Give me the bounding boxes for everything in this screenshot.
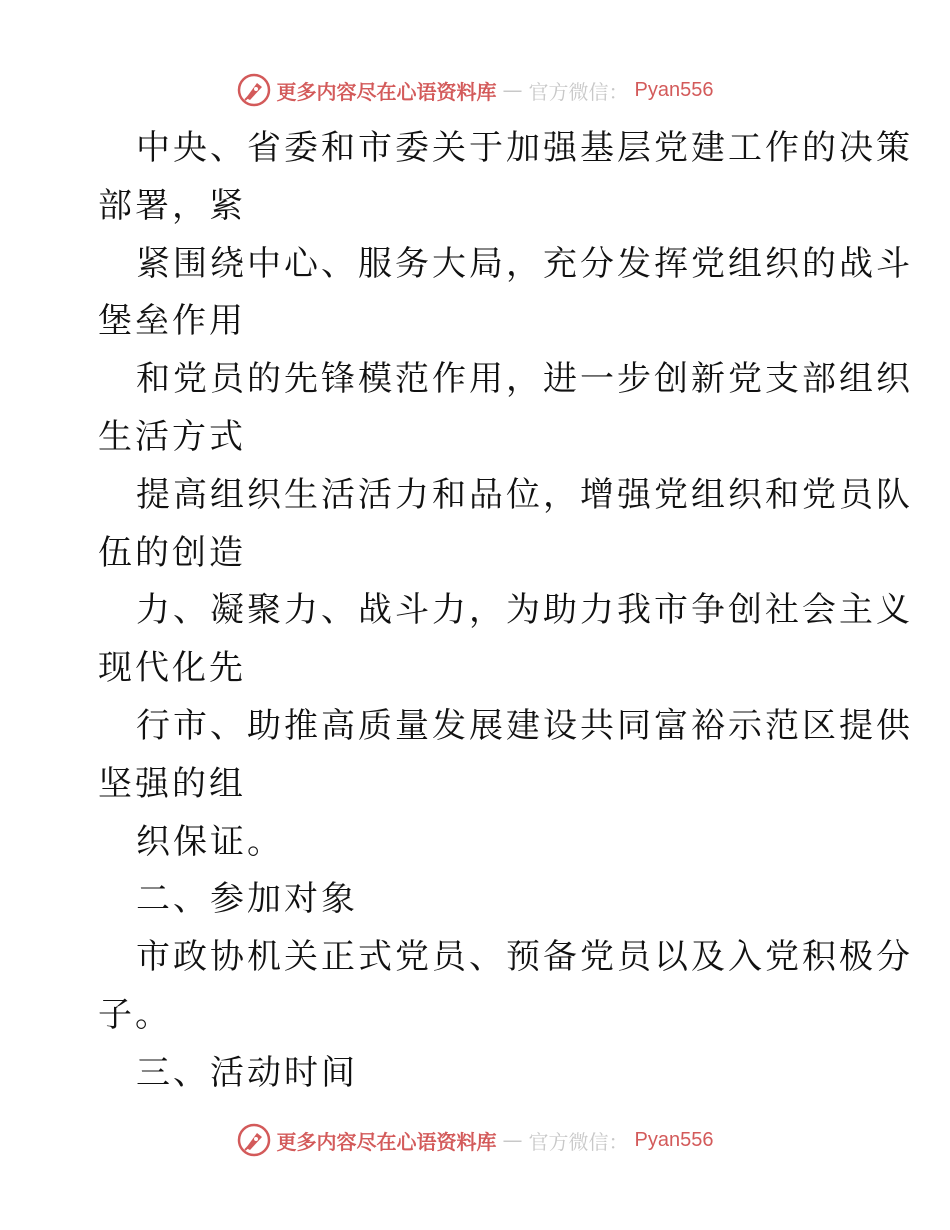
text-line: 坚强的组 [98,763,246,804]
text-line: 堡垒作用 [98,301,246,342]
pen-nib-logo-icon [237,1123,271,1157]
text-line: 子。 [98,994,172,1035]
text-line: 和党员的先锋模范作用，进一步创新党支部组织 [136,359,913,400]
banner-wechat-label: 官方微信： [528,79,629,104]
document-body [98,120,913,1103]
banner-wechat-id: Pyan556 [634,78,714,101]
section-heading: 三、活动时间 [136,1052,358,1093]
banner-title: 更多内容尽在心语资料库 [276,79,497,104]
text-line: 提高组织生活活力和品位，增强党组织和党员队 [136,474,913,515]
text-line: 市政协机关正式党员、预备党员以及入党积极分 [136,937,913,978]
banner-separator: — [502,78,523,102]
section-heading: 二、参加对象 [136,879,358,920]
banner-wechat-label: 官方微信： [528,1129,629,1154]
banner-separator: — [502,1128,523,1152]
banner-title: 更多内容尽在心语资料库 [276,1129,497,1154]
text-line: 生活方式 [98,416,246,457]
text-line: 现代化先 [98,648,246,689]
header-banner [0,70,950,110]
text-line: 织保证。 [136,821,284,862]
banner-wechat-id: Pyan556 [634,1128,714,1151]
text-line: 紧围绕中心、服务大局，充分发挥党组织的战斗 [136,243,913,284]
text-line: 部署，紧 [98,185,246,226]
text-line: 伍的创造 [98,532,246,573]
footer-banner [0,1120,950,1160]
pen-nib-logo-icon [237,73,271,107]
text-line: 力、凝聚力、战斗力，为助力我市争创社会主义 [136,590,913,631]
text-line: 行市、助推高质量发展建设共同富裕示范区提供 [136,705,913,746]
text-line: 中央、省委和市委关于加强基层党建工作的决策 [136,128,913,168]
